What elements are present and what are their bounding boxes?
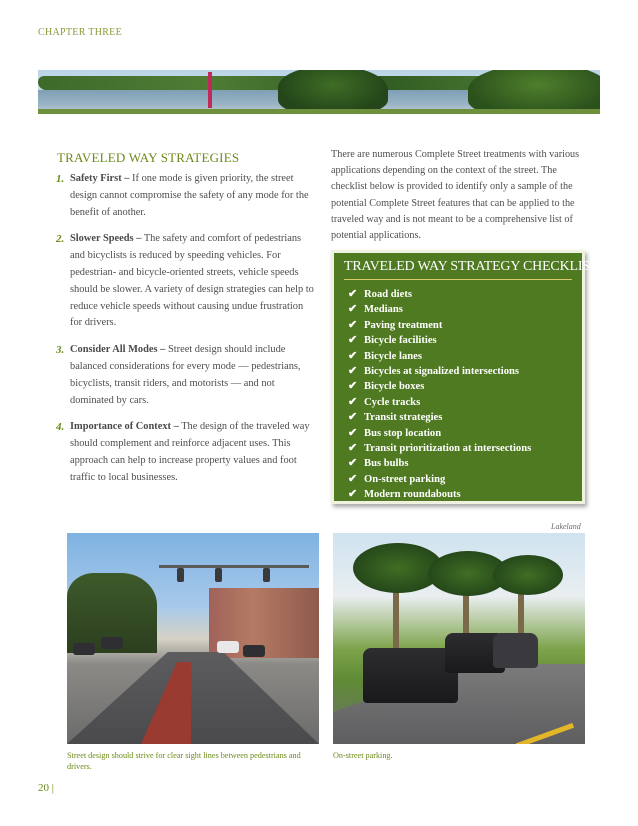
- checklist-item: ✔ Medians: [348, 302, 572, 317]
- checklist-item: ✔ Bus bulbs: [348, 456, 572, 471]
- strategy-title: Safety First –: [70, 173, 130, 184]
- strategy-checklist-box: [331, 250, 599, 504]
- chapter-label: CHAPTER THREE: [38, 27, 122, 38]
- checklist-item: ✔ Cycle tracks: [348, 395, 572, 410]
- check-icon: ✔: [348, 288, 358, 300]
- strategy-text: The design of the traveled way should complement and reinforce adjacent uses. This approach can help to increase property values and foot traffic to local businesses.: [70, 421, 310, 483]
- photo-credit: Lakeland: [551, 522, 581, 531]
- strategy-text: The safety and comfort of pedestrians and bicyclists is reduced by speeding vehicles. For pedestrian- and bicycle-oriented streets, vehicle speeds should be slower. A variety of design strategies can help to reduce vehicle speeds without causing undue frustration for drivers.: [70, 233, 314, 329]
- street-photo-parking: [333, 533, 585, 744]
- strategy-item: [57, 231, 317, 332]
- checklist-item: ✔ Bicycles at signalized intersections: [348, 364, 572, 379]
- caption-left: Street design should strive for clear sight lines between pedestrians and drivers.: [67, 751, 301, 771]
- check-icon: ✔: [348, 395, 358, 408]
- strategy-item: [57, 342, 317, 409]
- checklist-item: ✔ Transit prioritization at intersections: [348, 441, 572, 456]
- strategy-title: Consider All Modes –: [70, 344, 166, 356]
- strategy-text: Street design should include balanced considerations for every mode — pedestrians, bicyclists, transit riders, and motorists — and not dominated by cars.: [70, 344, 301, 406]
- strategies-column: [57, 150, 317, 497]
- strategy-text: If one mode is given priority, the street design cannot compromise the safety of any mode for the benefit of another.: [70, 173, 309, 218]
- check-icon: ✔: [348, 303, 358, 316]
- strategy-number: 1.: [56, 173, 65, 185]
- intro-paragraph: There are numerous Complete Street treatments with various applications depending on the context of the street. The checklist below is provided to identify only a sample of the potential Complete Street features that can be applied to the traveled way and is not meant to be a comprehensive list of potential applications.: [331, 149, 580, 242]
- check-icon: ✔: [348, 442, 358, 455]
- banner-lake-photo: [38, 70, 600, 114]
- check-icon: ✔: [348, 426, 358, 439]
- strategy-item: [57, 171, 317, 221]
- check-icon: ✔: [348, 365, 358, 378]
- caption-right: On-street parking.: [333, 751, 393, 760]
- strategy-number: 2.: [56, 233, 65, 246]
- street-photo-bike-lane: [67, 533, 319, 744]
- check-icon: ✔: [348, 318, 358, 331]
- page-number: 20 |: [38, 782, 54, 794]
- checklist-item: ✔ Transit strategies: [348, 410, 572, 425]
- checklist-item: ✔ Bicycle facilities: [348, 333, 572, 348]
- strategy-title: Slower Speeds –: [70, 233, 142, 245]
- check-icon: ✔: [348, 334, 358, 347]
- strategies-heading: TRAVELED WAY STRATEGIES: [57, 150, 240, 165]
- check-icon: ✔: [348, 488, 358, 501]
- check-icon: ✔: [348, 349, 358, 362]
- checklist-item: ✔ Modern roundabouts: [348, 487, 572, 502]
- strategy-number: 3.: [56, 344, 65, 357]
- checklist-item: ✔ Bus stop location: [348, 426, 572, 441]
- checklist-item: ✔ Paving treatment: [348, 318, 572, 333]
- strategy-item: [57, 419, 317, 486]
- checklist-item: ✔ Bicycle lanes: [348, 349, 572, 364]
- check-icon: ✔: [348, 457, 358, 470]
- check-icon: ✔: [348, 472, 358, 485]
- strategy-number: 4.: [56, 421, 65, 434]
- checklist-list: [344, 287, 572, 503]
- checklist-item: ✔ Bicycle boxes: [348, 379, 572, 394]
- checklist-item: ✔ Road diets: [348, 287, 572, 302]
- check-icon: ✔: [348, 380, 358, 393]
- checklist-item: ✔ On-street parking: [348, 472, 572, 487]
- strategy-title: Importance of Context –: [70, 421, 179, 433]
- checklist-title: TRAVELED WAY STRATEGY CHECKLIST: [344, 259, 572, 280]
- check-icon: ✔: [348, 411, 358, 424]
